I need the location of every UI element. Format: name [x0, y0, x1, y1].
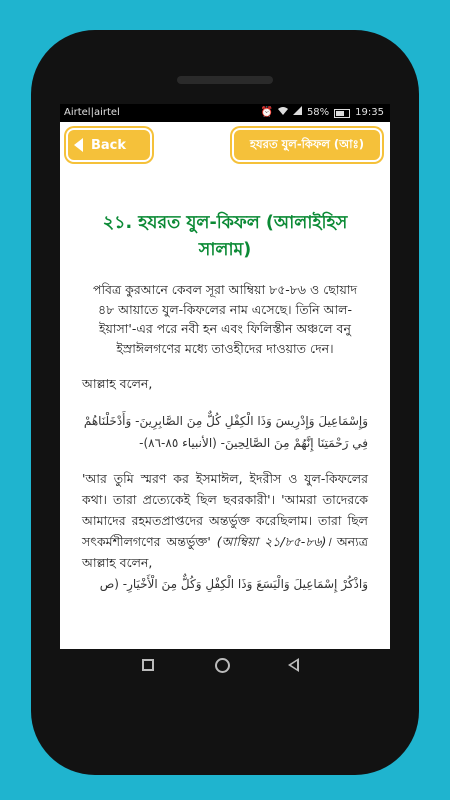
app-bar — [60, 122, 390, 170]
carrier-label: Airtel|airtel — [64, 107, 120, 118]
article-heading: ২১. হযরত যুল-কিফল (আলাইহিস সালাম) — [102, 213, 348, 260]
intro-paragraph: পবিত্র কুরআনে কেবল সূরা আম্বিয়া ৮৫-৮৬ ও ছোয়াদ ৪৮ আয়াতে যুল-কিফলের নাম এসেছে। তিনি আল-ইয়াসা'-এর পরে নবী হন এবং ফিলিস্তীন অঞ্চলে বনু ইস্রাঈলগণের মধ্যে তাওহীদের দাওয়াত দেন। — [92, 282, 358, 356]
back-button[interactable] — [66, 128, 152, 162]
system-nav-bar — [60, 649, 390, 683]
back-label: Back — [91, 137, 127, 153]
clock: 19:35 — [355, 107, 384, 118]
chapter-title: হযরত যুল-কিফল (আঃ) — [250, 136, 364, 151]
back-arrow-icon — [74, 138, 83, 152]
recents-icon[interactable] — [142, 659, 154, 671]
allah-says-label: আল্লাহ বলেন, — [82, 376, 153, 391]
elsewhere-text: অন্যত্র আল্লাহ বলেন, — [82, 534, 368, 570]
article-content[interactable] — [60, 170, 390, 649]
alarm-icon: ⏰ — [260, 107, 273, 118]
chapter-title-button[interactable] — [232, 128, 382, 162]
status-bar — [60, 104, 390, 122]
screen — [60, 104, 390, 649]
translation-text: 'আর তুমি স্মরণ কর ইসমাঈল, ইদরীস ও যুল-কিফলের কথা। তারা প্রত্যেকেই ছিল ছবরকারী'। 'আমরা তাদেরকে আমাদের রহমতপ্রাপ্তদের অন্তর্ভুক্ত করেছিলাম। তারা ছিল সৎকর্মশীলগণের অন্তর্ভুক্ত' — [82, 471, 368, 549]
phone-earpiece — [177, 76, 273, 84]
status-right — [260, 104, 384, 122]
translation-paragraph — [82, 468, 368, 595]
signal-icon — [293, 104, 302, 122]
arabic-verse-1: وَإِسْمَاعِيلَ وَإِدْرِيسَ وَذَا الْكِفْلِ كُلٌّ مِنَ الصَّابِرِينَ- وَأَدْخَلْنَاهُمْ فِي رَحْمَتِنَا إِنَّهُمْ مِنَ الصَّالِحِينَ- (الأنبياء ٨٥-٨٦)- — [83, 414, 368, 450]
battery-percent: 58% — [306, 107, 330, 118]
battery-icon — [334, 109, 350, 118]
arabic-verse-2: وَاذْكُرْ إِسْمَاعِيلَ وَالْيَسَعَ وَذَا الْكِفْلِ وَكُلٌّ مِنَ الْأَخْيَارِ- (ص — [99, 577, 368, 591]
home-icon[interactable] — [215, 658, 230, 673]
nav-back-icon[interactable] — [288, 658, 299, 672]
wifi-icon — [278, 104, 288, 122]
verse-reference: (আম্বিয়া ২১/৮৫-৮৬)। — [216, 534, 331, 549]
